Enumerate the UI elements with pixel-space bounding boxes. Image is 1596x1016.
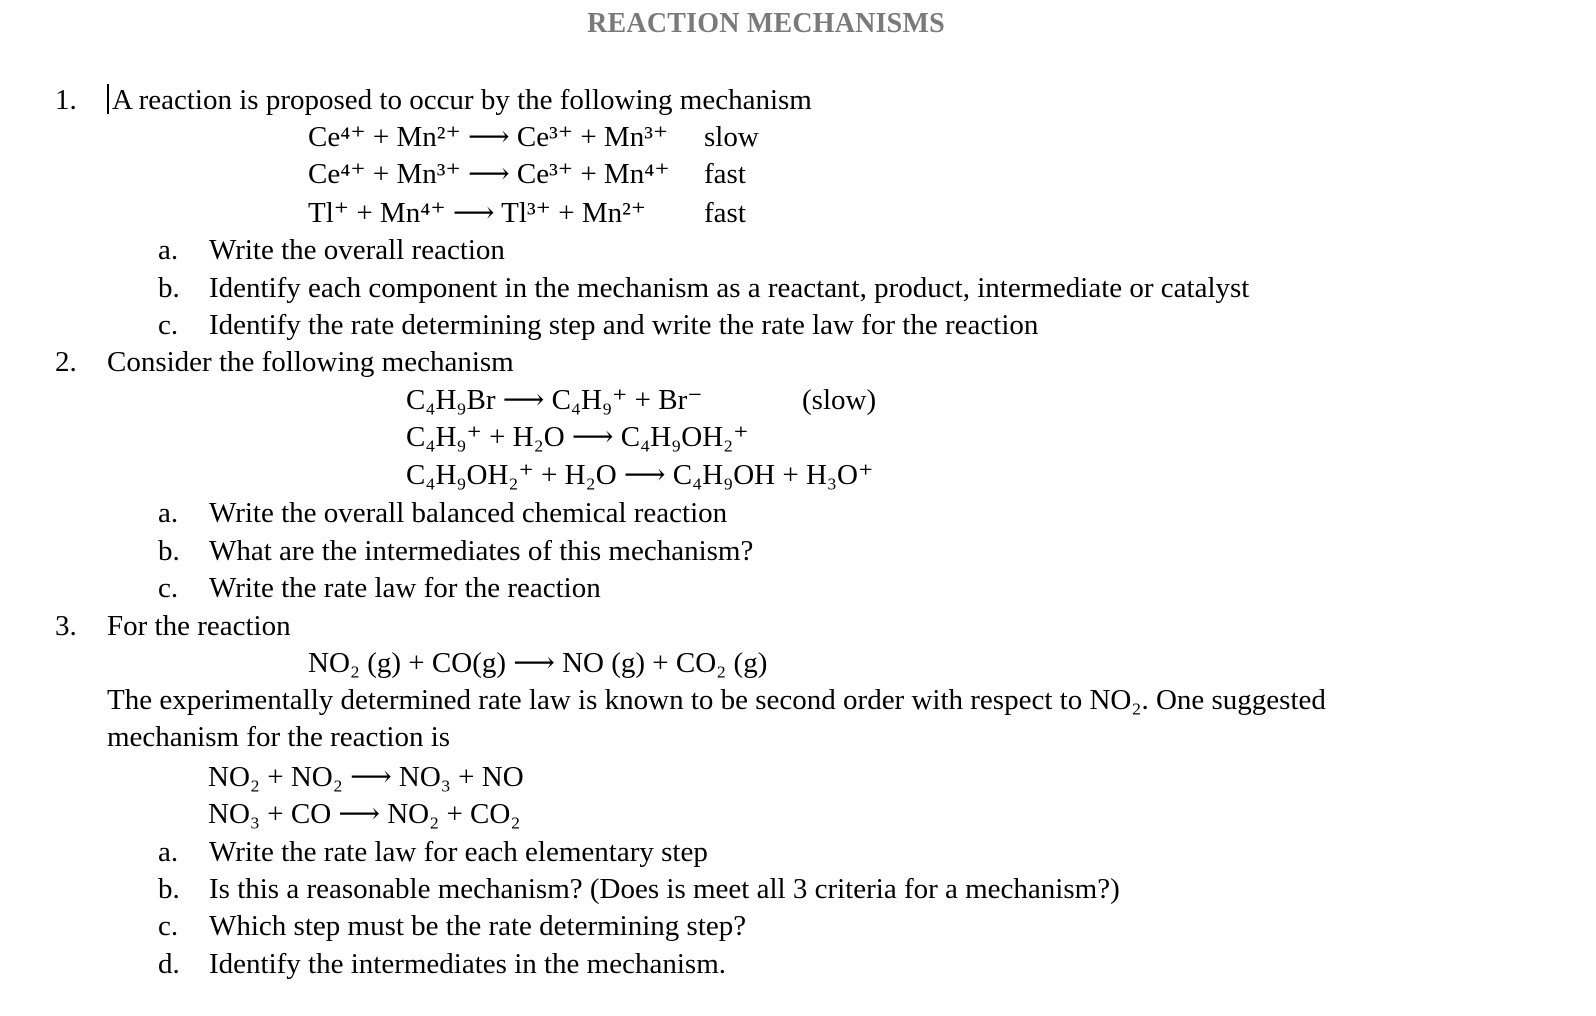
question-text: For the reaction (107, 610, 291, 642)
overall-reaction: NO₂ (g) + CO(g) ⟶ NO (g) + CO₂ (g) (308, 647, 768, 679)
part-text: Identify each component in the mechanism as a reactant, product, intermediate or catalyst (209, 272, 1250, 304)
question-number: 1. (55, 84, 77, 116)
page-title: REACTION MECHANISMS (587, 8, 945, 39)
question-text: Consider the following mechanism (107, 346, 514, 378)
part-label: c. (158, 910, 179, 942)
part-label: a. (158, 836, 179, 868)
step-rate: fast (704, 158, 746, 190)
part-text: Write the rate law for each elementary step (209, 836, 708, 868)
part-label: b. (158, 535, 180, 567)
mechanism-step: Tl⁺ + Mn⁴⁺ ⟶ Tl³⁺ + Mn²⁺ (308, 197, 647, 229)
step-rate: fast (704, 197, 746, 229)
mechanism-step: Ce⁴⁺ + Mn²⁺ ⟶ Ce³⁺ + Mn³⁺ (308, 121, 669, 153)
part-text: Is this a reasonable mechanism? (Does is meet all 3 criteria for a mechanism?) (209, 873, 1120, 905)
question-number: 3. (55, 610, 77, 642)
mechanism-step: C₄H₉⁺ + H₂O ⟶ C₄H₉OH₂⁺ (406, 421, 749, 453)
question-text[interactable]: A reaction is proposed to occur by the following mechanism (107, 82, 812, 119)
mechanism-step: C₄H₉Br ⟶ C₄H₉⁺ + Br⁻ (406, 384, 703, 416)
part-text: Write the overall reaction (209, 234, 505, 266)
part-label: c. (158, 572, 179, 604)
mechanism-step: NO₂ + NO₂ ⟶ NO₃ + NO (208, 761, 524, 793)
mechanism-step: NO₃ + CO ⟶ NO₂ + CO₂ (208, 798, 521, 830)
part-label: d. (158, 948, 180, 980)
step-rate: slow (704, 121, 759, 153)
step-rate: (slow) (802, 384, 877, 416)
part-label: a. (158, 497, 179, 529)
part-text: What are the intermediates of this mechanism? (209, 535, 754, 567)
part-text: Which step must be the rate determining step? (209, 910, 747, 942)
part-text: Write the overall balanced chemical reaction (209, 497, 728, 529)
explanation-line: mechanism for the reaction is (107, 721, 451, 753)
part-text: Write the rate law for the reaction (209, 572, 601, 604)
text-cursor (107, 84, 109, 114)
mechanism-step: Ce⁴⁺ + Mn³⁺ ⟶ Ce³⁺ + Mn⁴⁺ (308, 158, 670, 190)
part-text: Identify the intermediates in the mechanism. (209, 948, 727, 980)
part-label: b. (158, 873, 180, 905)
explanation-line: The experimentally determined rate law is known to be second order with respect to NO₂. One suggested (107, 684, 1326, 716)
part-text: Identify the rate determining step and write the rate law for the reaction (209, 309, 1039, 341)
part-label: c. (158, 309, 179, 341)
question-number: 2. (55, 346, 77, 378)
part-label: b. (158, 272, 180, 304)
part-label: a. (158, 234, 179, 266)
mechanism-step: C₄H₉OH₂⁺ + H₂O ⟶ C₄H₉OH + H₃O⁺ (406, 459, 874, 491)
